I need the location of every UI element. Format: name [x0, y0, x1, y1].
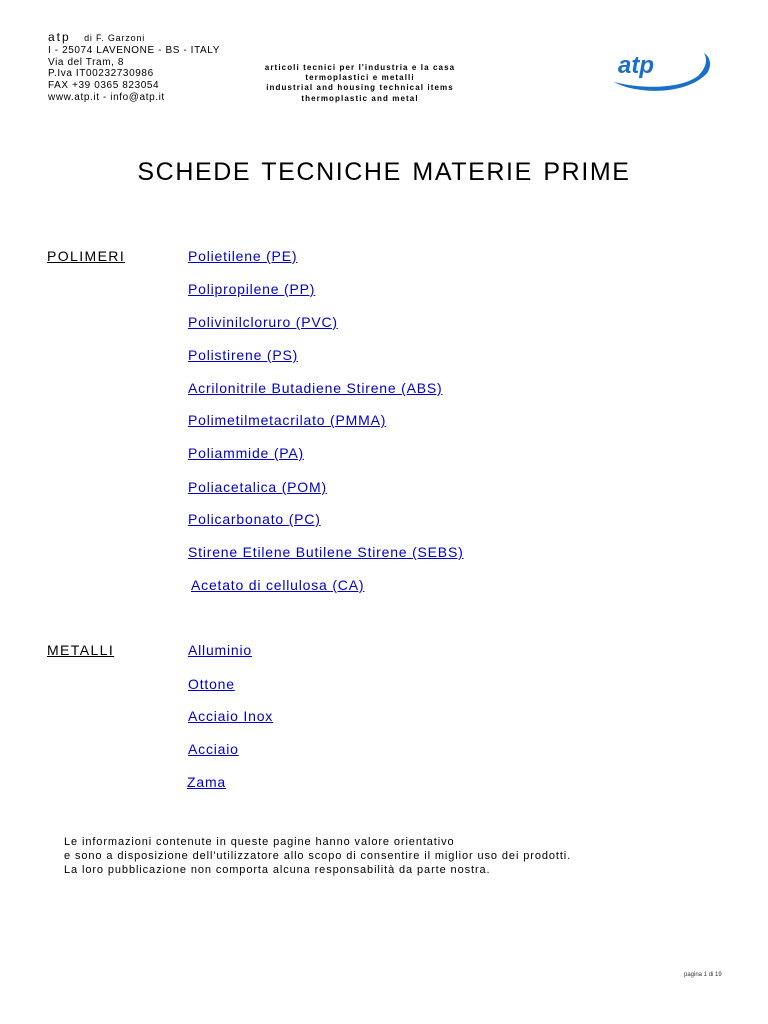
company-brand: atp [48, 30, 71, 44]
logo-text: atp [618, 52, 654, 79]
link-polietilene[interactable]: Polietilene (PE) [188, 248, 298, 264]
tagline-line: termoplastici e metalli [305, 73, 415, 83]
link-zama[interactable]: Zama [187, 774, 226, 790]
company-tagline [230, 63, 490, 104]
company-info [48, 32, 220, 104]
link-ottone[interactable]: Ottone [188, 676, 235, 692]
disclaimer-line: e sono a disposizione dell'utilizzatore allo scopo di consentire il miglior uso dei prodotti. [64, 849, 572, 862]
link-acciaio-inox[interactable]: Acciaio Inox [188, 708, 274, 724]
vat-line: P.Iva IT00232730986 [48, 68, 154, 80]
link-poliammide[interactable]: Poliammide (PA) [188, 445, 304, 461]
page-title: SCHEDE TECNICHE MATERIE PRIME [137, 158, 631, 186]
company-owner: di F. Garzoni [84, 33, 145, 43]
link-polivinilcloruro[interactable]: Polivinilcloruro (PVC) [188, 314, 338, 330]
link-alluminio[interactable]: Alluminio [188, 642, 252, 658]
link-polistirene[interactable]: Polistirene (PS) [188, 347, 299, 363]
tagline-line: thermoplastic and metal [301, 93, 419, 103]
page-indicator: pagina 1 di 19 [684, 972, 722, 978]
link-acetato-cellulosa[interactable]: Acetato di cellulosa (CA) [191, 577, 365, 593]
atp-logo [610, 44, 720, 100]
address-line: I - 25074 LAVENONE - BS - ITALY [48, 44, 220, 56]
link-acciaio[interactable]: Acciaio [188, 741, 239, 757]
link-abs[interactable]: Acrilonitrile Butadiene Stirene (ABS) [188, 380, 443, 396]
disclaimer [64, 836, 571, 877]
disclaimer-line: La loro pubblicazione non comporta alcuna responsabilità da parte nostra. [64, 863, 491, 876]
tagline-line: articoli tecnici per l'industria e la casa [264, 63, 456, 72]
address-line: Via del Tram, 8 [48, 56, 125, 68]
web-email-line: www.atp.it - info@atp.it [48, 91, 165, 103]
section-label-polimeri: POLIMERI [47, 248, 126, 264]
link-polipropilene[interactable]: Polipropilene (PP) [188, 281, 316, 297]
link-poliacetalica[interactable]: Poliacetalica (POM) [188, 479, 327, 495]
link-pmma[interactable]: Polimetilmetacrilato (PMMA) [188, 412, 387, 428]
fax-line: FAX +39 0365 823054 [48, 80, 160, 92]
link-policarbonato[interactable]: Policarbonato (PC) [188, 511, 321, 527]
disclaimer-line: Le informazioni contenute in queste pagine hanno valore orientativo [64, 836, 455, 848]
link-sebs[interactable]: Stirene Etilene Butilene Stirene (SEBS) [188, 544, 464, 560]
tagline-line: industrial and housing technical items [266, 83, 454, 93]
section-label-metalli: METALLI [47, 642, 115, 658]
